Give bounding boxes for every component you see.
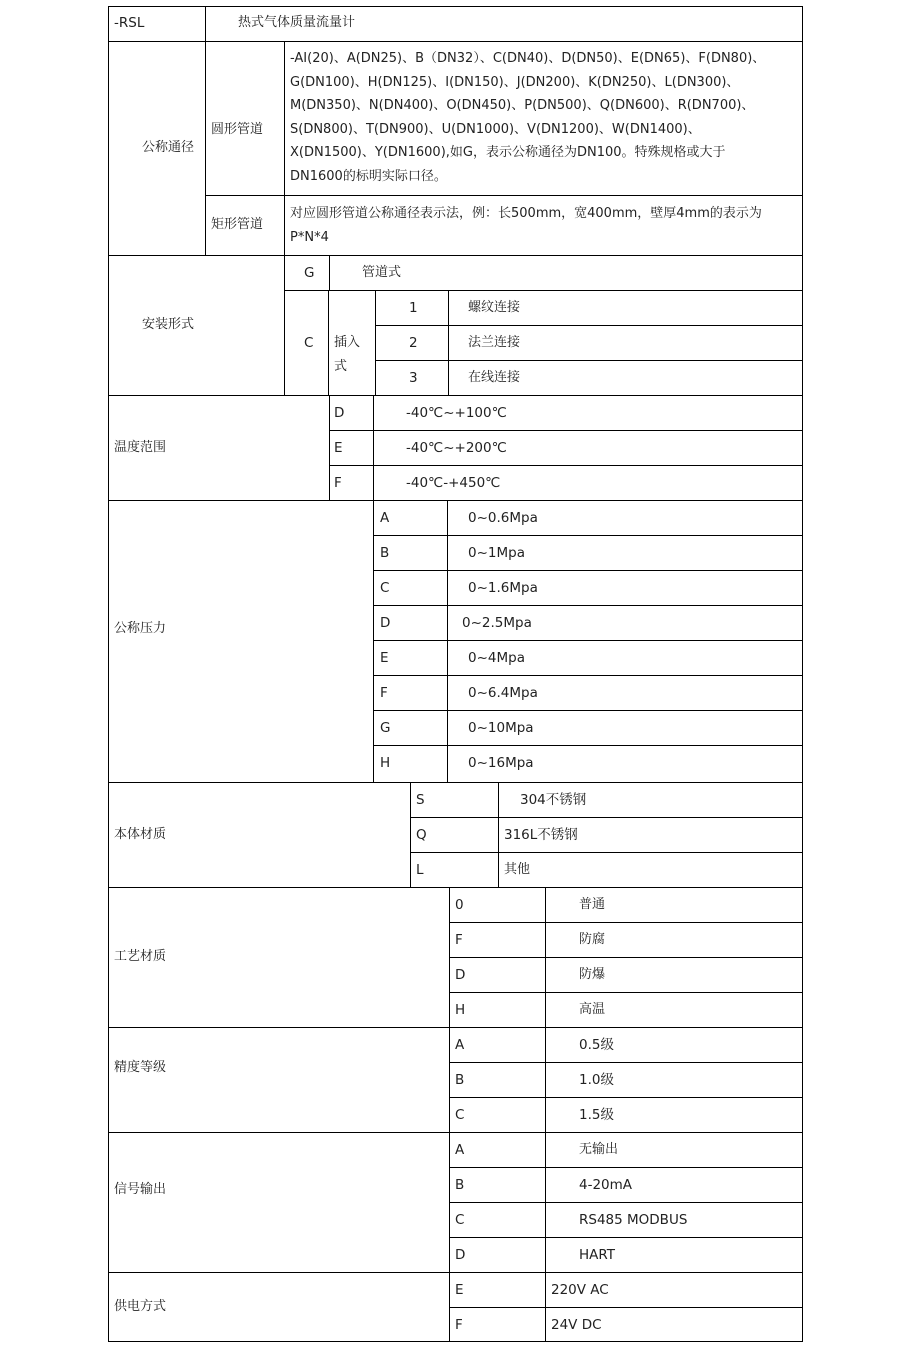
accuracy-code: B [455,1072,465,1088]
accuracy-desc: 1.5级 [579,1107,614,1123]
signal-code: A [455,1142,465,1158]
pressure-code: H [380,755,391,771]
process-material-desc: 防腐 [579,932,606,947]
round-pipe-line: X(DN1500)、Y(DN1600),如G，表示公称通径为DN100。特殊规格或大于 [290,145,726,160]
rect-pipe-description [290,202,762,249]
process-material-desc: 高温 [579,1002,606,1017]
temperature-range: -40℃~+200℃ [406,440,507,456]
signal-desc: HART [579,1247,616,1263]
signal-desc: 4-20mA [579,1177,633,1193]
accuracy-desc: 0.5级 [579,1037,614,1053]
install-item-code: 2 [409,335,418,351]
body-material-code: L [416,862,424,878]
round-pipe-description [290,47,765,188]
process-material-code: 0 [455,897,464,913]
process-material-desc: 普通 [579,897,606,912]
install-item-desc: 法兰连接 [468,335,521,350]
pressure-range: 0~2.5Mpa [462,615,532,631]
body-material-code: Q [416,827,427,843]
pressure-range: 0~16Mpa [468,755,534,771]
body-material-desc: 304不锈钢 [520,792,587,808]
install-sub-label: 式 [334,359,348,374]
pressure-range: 0~1Mpa [468,545,525,561]
signal-desc: RS485 MODBUS [579,1212,688,1228]
signal-label: 信号输出 [114,1182,167,1197]
process-material-label: 工艺材质 [114,949,167,964]
pressure-code: C [380,580,390,596]
pressure-code: B [380,545,390,561]
pressure-range: 0~4Mpa [468,650,525,666]
temperature-range: -40℃~+100℃ [406,405,507,421]
body-material-desc: 其他 [504,862,531,877]
install-sub-label: 插入 [334,335,361,350]
pressure-code: G [380,720,391,736]
install-code-g: G [304,265,315,281]
power-desc: 220V AC [551,1282,609,1298]
signal-code: D [455,1247,466,1263]
process-material-code: F [455,932,463,948]
temperature-label: 温度范围 [114,440,167,455]
install-label: 安装形式 [142,317,195,332]
model-name: 热式气体质量流量计 [238,15,356,30]
install-item-code: 3 [409,370,418,386]
power-code: F [455,1317,463,1333]
accuracy-label: 精度等级 [114,1060,167,1075]
body-material-code: S [416,792,425,808]
temperature-code: E [334,440,343,456]
pressure-code: E [380,650,389,666]
round-pipe-line: G(DN100)、H(DN125)、I(DN150)、J(DN200)、K(DN250)、L(DN300)、 [290,74,740,90]
install-item-code: 1 [409,300,418,316]
signal-code: B [455,1177,465,1193]
accuracy-code: C [455,1107,465,1123]
temperature-code: D [334,405,345,421]
process-material-desc: 防爆 [579,967,606,982]
pressure-code: D [380,615,391,631]
install-item-desc: 螺纹连接 [468,300,521,315]
accuracy-code: A [455,1037,465,1053]
round-pipe-label: 圆形管道 [211,122,264,137]
round-pipe-line: -AI(20)、A(DN25)、B（DN32）、C(DN40)、D(DN50)、E(DN65)、F(DN80)、 [290,51,766,66]
body-material-desc: 316L不锈钢 [504,827,578,843]
pressure-code: F [380,685,388,701]
pressure-range: 0~10Mpa [468,720,534,736]
rect-pipe-line: 对应圆形管道公称通径表示法，例：长500mm，宽400mm，壁厚4mm的表示为 [290,206,762,221]
body-material-label: 本体材质 [114,827,167,842]
temperature-range: -40℃-+450℃ [406,475,501,491]
signal-code: C [455,1212,465,1228]
temperature-code: F [334,475,342,491]
signal-desc: 无输出 [579,1142,619,1157]
round-pipe-line: S(DN800)、T(DN900)、U(DN1000)、V(DN1200)、W(DN1400)、 [290,121,701,137]
install-desc-g: 管道式 [362,265,402,280]
pressure-label: 公称压力 [114,621,167,636]
round-pipe-line: DN1600的标明实际口径。 [290,168,447,184]
power-code: E [455,1282,464,1298]
rect-pipe-line: P*N*4 [290,229,329,245]
accuracy-desc: 1.0级 [579,1072,614,1088]
pressure-range: 0~1.6Mpa [468,580,538,596]
power-label: 供电方式 [114,1299,167,1314]
model-code: -RSL [114,15,145,31]
install-code-c: C [304,335,314,351]
rect-pipe-label: 矩形管道 [211,217,264,232]
nominal-diameter-label: 公称通径 [142,140,195,155]
install-item-desc: 在线连接 [468,370,521,385]
pressure-range: 0~6.4Mpa [468,685,538,701]
pressure-range: 0~0.6Mpa [468,510,538,526]
round-pipe-line: M(DN350)、N(DN400)、O(DN450)、P(DN500)、Q(DN600)、R(DN700)、 [290,98,755,113]
process-material-code: D [455,967,466,983]
pressure-code: A [380,510,390,526]
process-material-code: H [455,1002,466,1018]
power-desc: 24V DC [551,1317,602,1333]
